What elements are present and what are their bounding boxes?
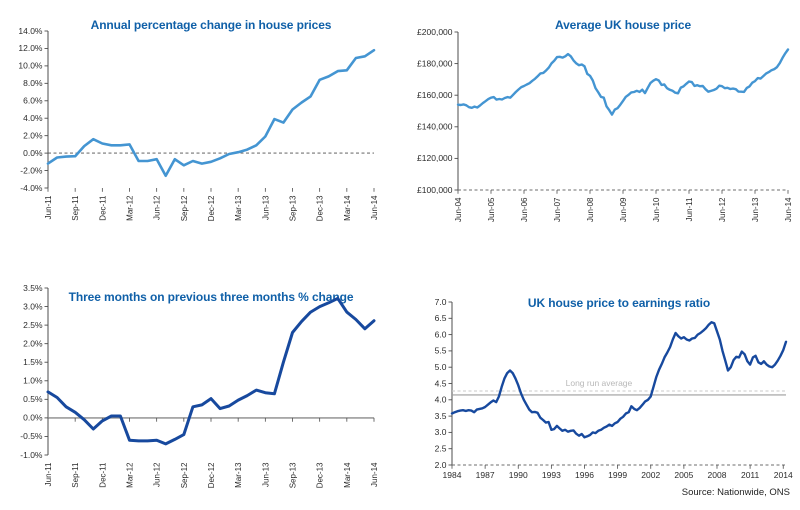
annual-pct-change-plot — [0, 0, 400, 255]
avg-uk-house-price-plot — [400, 0, 800, 255]
svg-text:Sep-13: Sep-13 — [288, 195, 298, 222]
svg-text:£120,000: £120,000 — [417, 153, 453, 164]
svg-text:Sep-12: Sep-12 — [179, 195, 189, 222]
svg-text:Jun-10: Jun-10 — [652, 197, 661, 222]
svg-text:2005: 2005 — [674, 470, 694, 480]
svg-text:£100,000: £100,000 — [417, 184, 453, 195]
svg-text:Dec-13: Dec-13 — [315, 462, 325, 489]
svg-text:3.0: 3.0 — [434, 427, 447, 438]
svg-text:0.5%: 0.5% — [23, 394, 43, 405]
svg-text:Jun-11: Jun-11 — [44, 462, 53, 487]
svg-text:Mar-13: Mar-13 — [234, 195, 244, 221]
chart-title-annual-pct-change: Annual percentage change in house prices — [90, 17, 332, 32]
svg-text:7.0: 7.0 — [434, 296, 447, 307]
svg-text:Jun-13: Jun-13 — [261, 195, 271, 220]
svg-text:6.0%: 6.0% — [23, 95, 43, 106]
svg-text:1996: 1996 — [575, 470, 594, 480]
svg-text:Jun-14: Jun-14 — [370, 195, 379, 220]
svg-text:Jun-12: Jun-12 — [152, 462, 162, 487]
svg-text:Jun-08: Jun-08 — [586, 197, 595, 222]
svg-text:Dec-11: Dec-11 — [98, 195, 108, 221]
svg-text:Mar-12: Mar-12 — [125, 195, 135, 221]
svg-text:Jun-11: Jun-11 — [44, 195, 53, 220]
svg-text:Jun-04: Jun-04 — [454, 197, 463, 222]
chart-avg-uk-house-price — [400, 0, 800, 255]
svg-text:Jun-12: Jun-12 — [152, 195, 162, 220]
svg-text:2002: 2002 — [641, 470, 661, 480]
svg-text:1.0%: 1.0% — [23, 375, 43, 386]
svg-text:5.0: 5.0 — [434, 362, 447, 372]
chart-price-earnings-ratio — [400, 255, 800, 510]
svg-text:4.0: 4.0 — [434, 394, 447, 405]
svg-text:12.0%: 12.0% — [18, 43, 43, 54]
svg-text:2.5: 2.5 — [434, 443, 447, 454]
three-month-change-plot — [0, 255, 400, 510]
chart-title-three-month-change: Three months on previous three months % change — [68, 289, 354, 304]
svg-text:1.5%: 1.5% — [23, 357, 43, 368]
svg-text:1984: 1984 — [442, 470, 462, 480]
svg-text:6.0: 6.0 — [434, 329, 447, 340]
svg-text:2.0: 2.0 — [434, 459, 447, 470]
svg-text:£140,000: £140,000 — [417, 121, 453, 132]
chart-annual-pct-change — [0, 0, 400, 255]
svg-text:Jun-11: Jun-11 — [685, 197, 694, 222]
svg-text:14.0%: 14.0% — [18, 25, 43, 36]
svg-text:Mar-13: Mar-13 — [234, 462, 244, 488]
svg-text:2008: 2008 — [707, 470, 727, 480]
svg-text:£200,000: £200,000 — [417, 26, 453, 37]
svg-text:Long run average: Long run average — [565, 377, 633, 388]
svg-text:6.5: 6.5 — [434, 313, 447, 324]
svg-text:Dec-12: Dec-12 — [207, 462, 216, 489]
svg-text:Mar-12: Mar-12 — [125, 462, 135, 488]
svg-text:1990: 1990 — [508, 470, 528, 480]
svg-text:£160,000: £160,000 — [417, 90, 453, 100]
svg-text:3.5%: 3.5% — [23, 282, 43, 293]
svg-text:£180,000: £180,000 — [417, 58, 453, 69]
svg-text:8.0%: 8.0% — [23, 78, 43, 89]
svg-text:Sep-11: Sep-11 — [71, 195, 81, 221]
svg-text:2014: 2014 — [773, 470, 793, 480]
svg-text:-2.0%: -2.0% — [20, 165, 43, 176]
svg-text:1999: 1999 — [608, 470, 628, 480]
svg-text:3.0%: 3.0% — [23, 301, 43, 312]
svg-text:-4.0%: -4.0% — [20, 182, 43, 193]
source-note: Source: Nationwide, ONS — [681, 487, 790, 498]
svg-text:Jun-09: Jun-09 — [619, 197, 628, 222]
svg-text:1987: 1987 — [475, 470, 495, 480]
svg-text:Jun-13: Jun-13 — [261, 462, 271, 487]
svg-text:Dec-12: Dec-12 — [207, 195, 216, 222]
svg-text:Jun-05: Jun-05 — [487, 197, 496, 222]
svg-text:Jun-07: Jun-07 — [553, 197, 562, 222]
svg-text:1993: 1993 — [541, 470, 561, 480]
svg-text:Dec-13: Dec-13 — [315, 195, 325, 222]
svg-text:2.0%: 2.0% — [23, 338, 43, 349]
svg-text:Jun-14: Jun-14 — [784, 197, 793, 222]
svg-text:3.5: 3.5 — [434, 410, 447, 421]
chart-three-month-change — [0, 255, 400, 510]
svg-text:Mar-14: Mar-14 — [342, 195, 352, 221]
svg-text:Jun-06: Jun-06 — [520, 197, 529, 222]
svg-text:10.0%: 10.0% — [18, 60, 43, 71]
svg-text:2.0%: 2.0% — [23, 130, 43, 141]
svg-text:Dec-11: Dec-11 — [98, 462, 108, 488]
svg-text:Sep-13: Sep-13 — [288, 462, 298, 489]
svg-text:2011: 2011 — [740, 470, 760, 480]
svg-text:0.0%: 0.0% — [23, 412, 43, 423]
svg-text:Mar-14: Mar-14 — [342, 462, 352, 488]
svg-text:4.0%: 4.0% — [23, 113, 43, 124]
svg-text:5.5: 5.5 — [434, 345, 447, 356]
svg-text:Jun-12: Jun-12 — [718, 197, 727, 222]
svg-text:Sep-11: Sep-11 — [71, 462, 81, 488]
svg-text:Jun-13: Jun-13 — [751, 197, 760, 222]
svg-text:-1.0%: -1.0% — [20, 449, 43, 460]
svg-text:Jun-14: Jun-14 — [370, 462, 379, 487]
svg-text:2.5%: 2.5% — [23, 319, 43, 330]
svg-text:0.0%: 0.0% — [23, 147, 43, 158]
chart-title-avg-uk-house-price: Average UK house price — [554, 17, 692, 32]
svg-text:-0.5%: -0.5% — [20, 431, 43, 442]
svg-text:Sep-12: Sep-12 — [179, 462, 189, 489]
price-earnings-ratio-plot — [400, 255, 800, 510]
svg-text:4.5: 4.5 — [434, 378, 447, 389]
chart-title-price-earnings-ratio: UK house price to earnings ratio — [527, 295, 711, 310]
